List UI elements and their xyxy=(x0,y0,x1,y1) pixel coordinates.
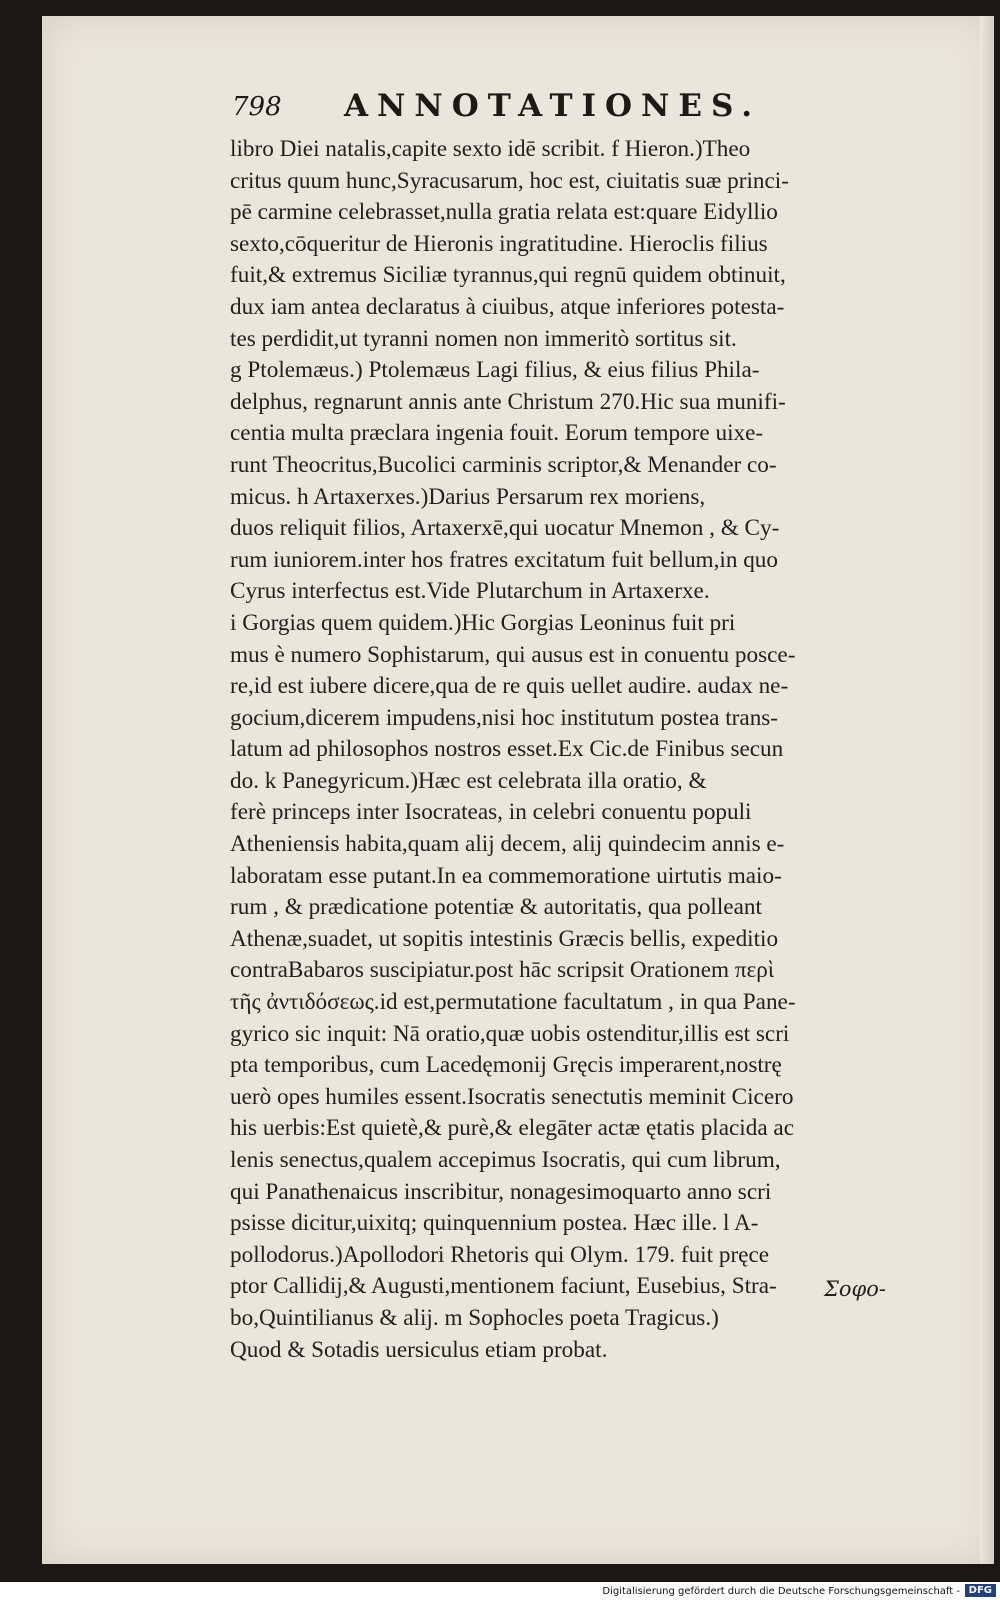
page-header xyxy=(232,88,832,138)
text-line: re,id est iubere dicere,qua de re quis uellet audire. audax ne- xyxy=(230,673,789,700)
text-line: mus è numero Sophistarum, qui ausus est in conuentu posce- xyxy=(230,641,796,668)
text-line: runt Theocritus,Bucolici carminis scriptor,& Menander co- xyxy=(230,451,777,478)
text-line: laboratam esse putant.In ea commemoratione uirtutis maio- xyxy=(230,862,782,889)
text-line: ptor Callidij,& Augusti,mentionem faciunt, Eusebius, Stra- xyxy=(230,1273,777,1300)
text-line: contraBabaros suscipiatur.post hāc scripsit Orationem περὶ xyxy=(230,957,775,984)
text-line: dux iam antea declaratus à ciuibus, atque inferiores potesta- xyxy=(230,293,785,320)
text-line: critus quum hunc,Syracusarum, hoc est, ciuitatis suæ princi- xyxy=(230,167,789,194)
text-line: rum iuniorem.inter hos fratres excitatum fuit bellum,in quo xyxy=(230,546,778,573)
text-line: ferè princeps inter Isocrateas, in celebri conuentu populi xyxy=(230,799,752,826)
text-line: qui Panathenaicus inscribitur, nonagesimoquarto anno scri xyxy=(230,1178,772,1205)
page-number: 798 xyxy=(232,92,282,122)
text-line: bo,Quintilianus & alij. m Sophocles poeta Tragicus.) xyxy=(230,1304,719,1331)
text-line: do. k Panegyricum.)Hæc est celebrata illa oratio, & xyxy=(230,767,707,794)
text-line: libro Diei natalis,capite sexto idē scribit. f Hieron.)Theo xyxy=(230,136,751,162)
text-line: psisse dicitur,uixitq; quinquennium postea. Hæc ille. l A- xyxy=(230,1210,759,1237)
digitization-credit: Digitalisierung gefördert durch die Deutsche Forschungsgemeinschaft - xyxy=(602,1586,960,1597)
annotation-text-block xyxy=(230,134,936,1366)
catchword: Σοφο- xyxy=(824,1277,886,1301)
text-line: uerò opes humiles essent.Isocratis senectutis meminit Cicero xyxy=(230,1083,794,1110)
text-line: pollodorus.)Apollodori Rhetoris qui Olym. 179. fuit pręce xyxy=(230,1241,770,1268)
text-line: Quod & Sotadis uersiculus etiam probat. xyxy=(230,1336,608,1363)
text-line: sexto,cōqueritur de Hieronis ingratitudine. Hieroclis filius xyxy=(230,230,768,257)
text-line: lenis senectus,qualem accepimus Isocratis, qui cum librum, xyxy=(230,1147,781,1173)
running-head: ANNOTATIONES. xyxy=(344,88,762,124)
text-line: i Gorgias quem quidem.)Hic Gorgias Leoninus fuit pri xyxy=(230,609,736,636)
text-line: gocium,dicerem impudens,nisi hoc institutum postea trans- xyxy=(230,704,779,731)
text-line: gyrico sic inquit: Nā oratio,quæ uobis ostenditur,illis est scri xyxy=(230,1020,790,1047)
page-edge-shadow xyxy=(980,16,994,1564)
text-line: pta temporibus, cum Lacedęmonij Gręcis imperarent,nostrę xyxy=(230,1052,782,1079)
text-line: micus. h Artaxerxes.)Darius Persarum rex moriens, xyxy=(230,483,706,510)
text-line: fuit,& extremus Siciliæ tyrannus,qui regnū quidem obtinuit, xyxy=(230,262,786,289)
dfg-logo: DFG xyxy=(965,1584,996,1597)
text-line: rum , & prædicatione potentiæ & autoritatis, qua polleant xyxy=(230,894,762,921)
text-line: centia multa præclara ingenia fouit. Eorum tempore uixe- xyxy=(230,420,764,447)
text-line: tes perdidit,ut tyranni nomen non immeritò sortitus sit. xyxy=(230,325,737,352)
text-line: g Ptolemæus.) Ptolemæus Lagi filius, & eius filius Phila- xyxy=(230,357,760,384)
text-line: duos reliquit filios, Artaxerxē,qui uocatur Mnemon , & Cy- xyxy=(230,515,780,542)
text-line: latum ad philosophos nostros esset.Ex Cic.de Finibus secun xyxy=(230,736,784,763)
text-line: τῆς ἀντιδόσεως.id est,permutatione facultatum , in qua Pane- xyxy=(230,989,796,1016)
text-line: Athenæ,suadet, ut sopitis intestinis Græcis bellis, expeditio xyxy=(230,925,779,952)
text-line: Atheniensis habita,quam alij decem, alij quindecim annis e- xyxy=(230,831,785,858)
text-line: delphus, regnarunt annis ante Christum 270.Hic sua munifi- xyxy=(230,388,786,415)
text-line: his uerbis:Est quietè,& purè,& elegāter actæ ętatis placida ac xyxy=(230,1115,795,1142)
text-line: Cyrus interfectus est.Vide Plutarchum in Artaxerxe. xyxy=(230,578,710,605)
text-line: pē carmine celebrasset,nulla gratia relata est:quare Eidyllio xyxy=(230,199,778,226)
